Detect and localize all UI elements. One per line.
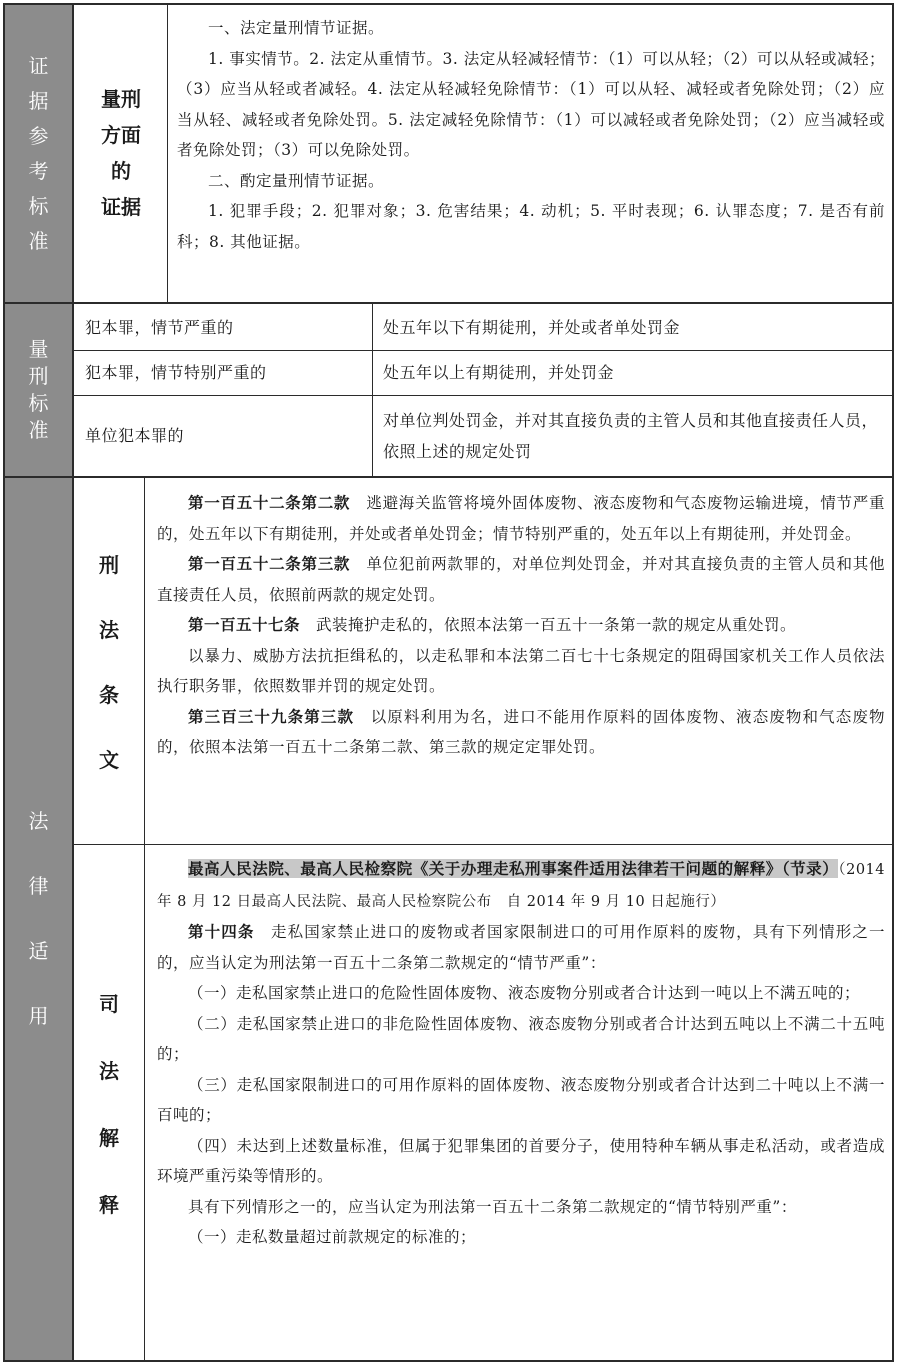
sentencing-row-1-penalty: 处五年以下有期徒刑，并处或者单处罚金 — [383, 317, 681, 337]
criminal-law-body — [157, 488, 885, 763]
evidence-body: 一、法定量刑情节证据。 1. 事实情节。2. 法定从重情节。3. 法定从轻减轻情节：（1）可以从轻；（2）可以从轻或减轻；（3）应当从轻或者减轻。4. 法定从轻减轻免除情节：（1）可以从轻、减轻或者免除处罚；（2）应当从轻、减轻或者免除处罚。5. 法定减轻免除情节：（1）可以减轻或者免除处罚；（2）应当减轻或者免除处罚；（3）可以免除处罚。 二、酌定量刑情节证据。 1. 犯罪手段；2. 犯罪对象；3. 危害结果；4. 动机；5. 平时表现；6. 认罪态度；7. 是否有前科；8. 其他证据。 — [177, 19, 885, 251]
article: 第一百五十二条第二款 逃避海关监管将境外固体废物、液态废物和气态废物运输进境，情节严重的，处五年以下有期徒刑，并处或者单处罚金；情节特别严重的，处五年以上有期徒刑，并处罚金。 — [157, 493, 885, 543]
list-item: （一）走私数量超过前款规定的标准的； — [188, 1228, 477, 1246]
law-side-label: 法 律 适 用 — [5, 478, 74, 1360]
evidence-section — [5, 5, 892, 302]
sentencing-row-3-condition: 单位犯本罪的 — [85, 426, 185, 445]
sentencing-side-label: 量 刑 标 准 — [5, 304, 74, 476]
judicial-body — [157, 854, 885, 1253]
article: 第一百五十二条第三款 单位犯前两款罪的，对单位判处罚金，并对其直接负责的主管人员和其他直接责任人员，依照前两款的规定处罚。 — [157, 554, 885, 604]
judicial-sub-label: 司 法 解 释 — [99, 992, 119, 1217]
article: 第三百三十九条第三款 以原料利用为名，进口不能用作原料的固体废物、液态废物和气态废物的，依照本法第一百五十二条第二款、第三款的规定定罪处罚。 — [157, 706, 885, 756]
sentencing-section — [5, 302, 892, 476]
law-section — [5, 476, 892, 1360]
article: 以暴力、威胁方法抗拒缉私的，以走私罪和本法第二百七十七条规定的阻碍国家机关工作人员依法执行职务罪，依照数罪并罚的规定处罚。 — [157, 646, 885, 695]
article: 第一百五十七条 武装掩护走私的，依照本法第一百五十一条第一款的规定从重处罚。 — [188, 615, 797, 634]
list-item: （二）走私国家禁止进口的非危险性固体废物、液态废物分别或者合计达到五吨以上不满二十五吨的； — [157, 1014, 885, 1063]
judicial-article-14: 第十四条 走私国家禁止进口的废物或者国家限制进口的可用作原料的废物，具有下列情形之一的，应当认定为刑法第一百五十二条第二款规定的“情节严重”： — [157, 922, 885, 972]
sentencing-row-2-condition: 犯本罪，情节特别严重的 — [85, 363, 267, 382]
list-item: （三）走私国家限制进口的可用作原料的固体废物、液态废物分别或者合计达到二十吨以上不满一百吨的； — [157, 1075, 885, 1124]
sentencing-row-1-condition: 犯本罪，情节严重的 — [85, 317, 234, 337]
criminal-law-sub-label: 刑 法 条 文 — [99, 553, 119, 772]
sentencing-row-2-penalty: 处五年以上有期徒刑，并处罚金 — [383, 363, 615, 382]
legal-reference-table — [3, 3, 894, 1362]
judicial-para-2: 具有下列情形之一的，应当认定为刑法第一百五十二条第二款规定的“情节特别严重”： — [188, 1197, 797, 1216]
evidence-sub-label: 量刑 方面 的 证据 — [101, 86, 141, 219]
sentencing-row-3-penalty: 对单位判处罚金，并对其直接负责的主管人员和其他直接责任人员，依照上述的规定处罚 — [383, 410, 879, 461]
judicial-doc-title: 最高人民法院、最高人民检察院《关于办理走私刑事案件适用法律若干问题的解释》（节录）（2014 年 8 月 12 日最高人民法院、最高人民检察院公布 自 2014 年 9 月 10 日起施行） — [157, 859, 885, 910]
list-item: （一）走私国家禁止进口的危险性固体废物、液态废物分别或者合计达到一吨以上不满五吨的； — [188, 984, 861, 1002]
evidence-side-label: 证 据 参 考 标 准 — [5, 5, 74, 302]
list-item: （四）未达到上述数量标准，但属于犯罪集团的首要分子，使用特种车辆从事走私活动，或者造成环境严重污染等情形的。 — [157, 1136, 885, 1185]
